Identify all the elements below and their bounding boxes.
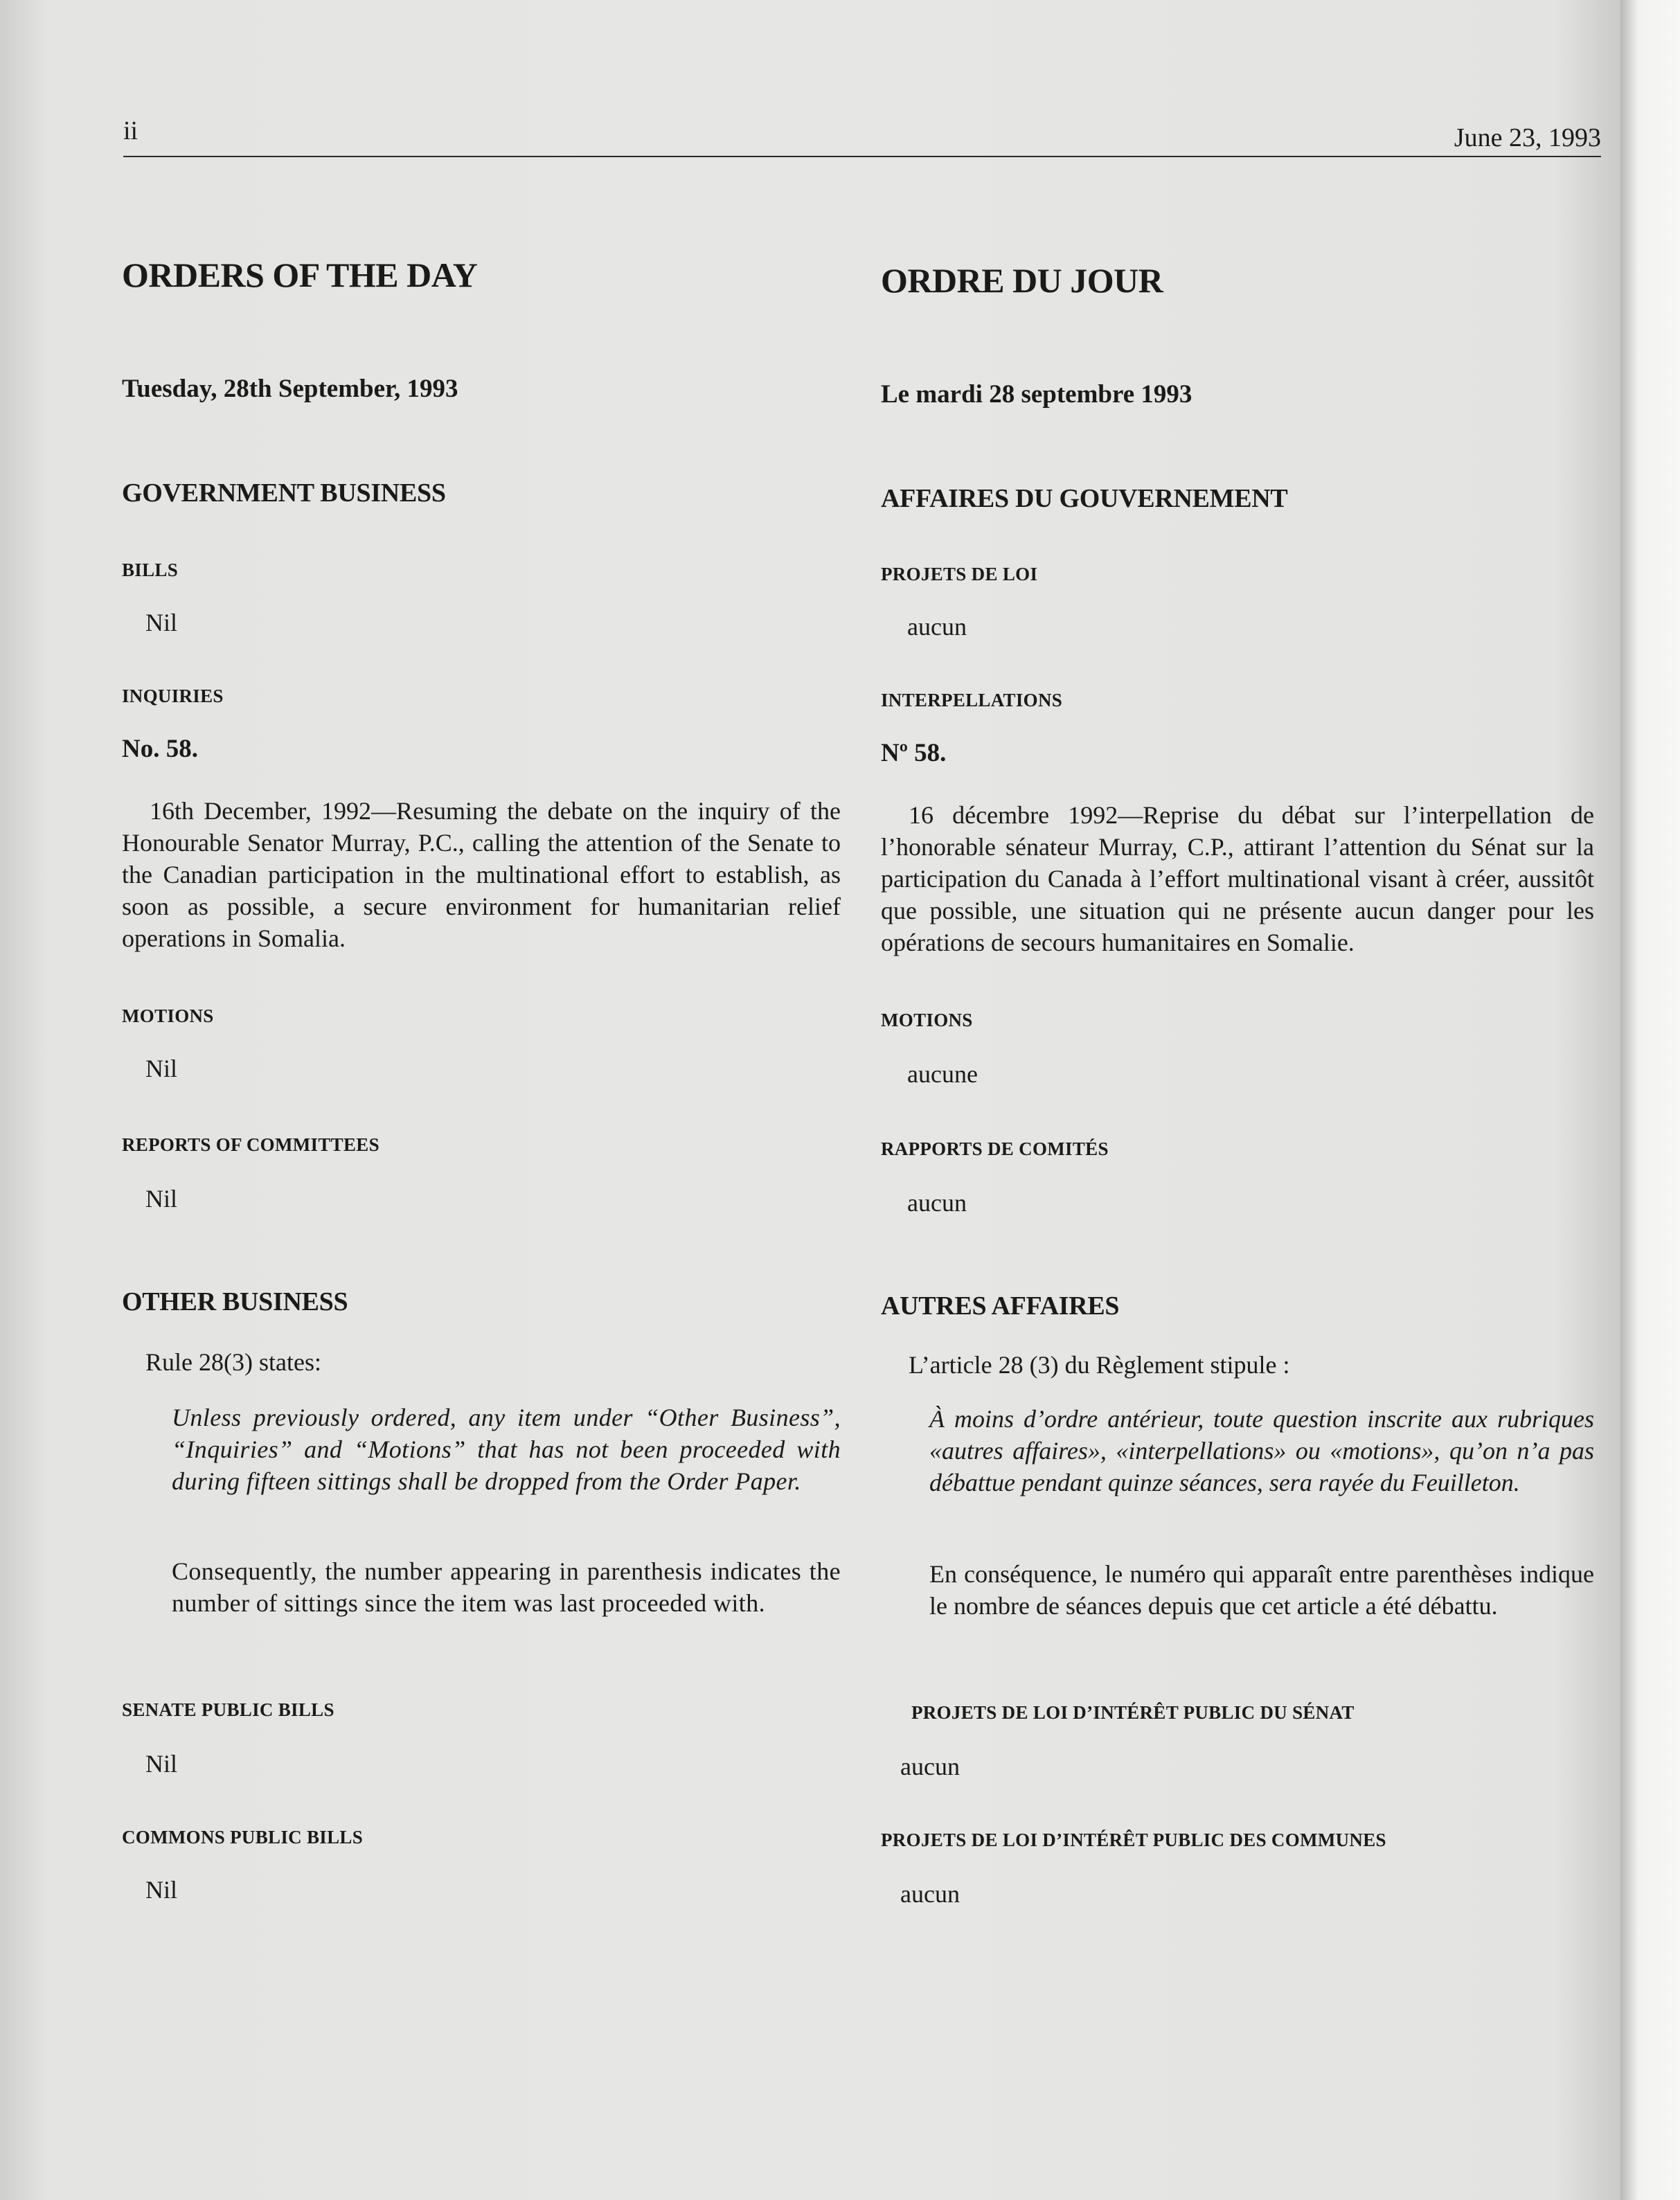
english-bills-heading: BILLS xyxy=(122,560,179,580)
french-inquiry-number: Nº 58. xyxy=(881,739,947,767)
french-gov-business-heading: AFFAIRES DU GOUVERNEMENT xyxy=(881,484,1288,513)
english-motions-heading: MOTIONS xyxy=(122,1005,214,1026)
french-other-business-heading: AUTRES AFFAIRES xyxy=(881,1291,1120,1321)
english-motions-value: Nil xyxy=(145,1055,178,1082)
page-edge xyxy=(1620,0,1680,2200)
french-inquiries-heading: INTERPELLATIONS xyxy=(881,690,1063,710)
french-motions-heading: MOTIONS xyxy=(881,1010,973,1030)
english-date: Tuesday, 28th September, 1993 xyxy=(122,375,458,403)
french-senate-bills-value: aucun xyxy=(900,1753,960,1780)
french-inquiry-text: 16 décembre 1992—Reprise du débat sur l’interpellation de l’honorable sénateur Murray, C.P., attirant l’attention du Sénat sur la participation du Canada à l’effort multinational visant à créer, aussitôt que possible, une situation qui ne présente aucun danger pour les opérations de secours humanitaires en Somalie. xyxy=(881,801,1594,956)
english-commons-bills-value: Nil xyxy=(145,1876,178,1904)
english-senate-bills-heading: SENATE PUBLIC BILLS xyxy=(122,1699,334,1720)
french-commons-bills-value: aucun xyxy=(900,1880,960,1908)
french-commons-bills-heading: PROJETS DE LOI D’INTÉRÊT PUBLIC DES COMMUNES xyxy=(881,1830,1386,1850)
english-rule-intro: Rule 28(3) states: xyxy=(145,1348,321,1376)
english-inquiry-text: 16th December, 1992—Resuming the debate on the inquiry of the Honourable Senator Murray, P.C., calling the attention of the Senate to the Canadian participation in the multinational effort to establish, as soon as possible, a secure environment for humanitarian relief operations in Somalia. xyxy=(122,797,841,952)
english-commons-bills-heading: COMMONS PUBLIC BILLS xyxy=(122,1827,364,1848)
english-inquiry-number: No. 58. xyxy=(122,735,198,763)
french-column xyxy=(881,0,1601,2200)
english-consequently-text: Consequently, the number appearing in parenthesis indicates the number of sittings since the item was last proceeded with. xyxy=(172,1557,841,1617)
english-inquiries-heading: INQUIRIES xyxy=(122,686,224,706)
french-date: Le mardi 28 septembre 1993 xyxy=(881,380,1192,409)
english-bills-value: Nil xyxy=(145,609,178,636)
french-rule-intro: L’article 28 (3) du Règlement stipule : xyxy=(909,1351,1290,1379)
french-bills-heading: PROJETS DE LOI xyxy=(881,564,1038,584)
english-senate-bills-value: Nil xyxy=(145,1750,178,1778)
french-reports-value: aucun xyxy=(907,1189,967,1217)
english-rule-quote: Unless previously ordered, any item under “Other Business”, “Inquiries” and “Motions” that has not been proceeded with during fifteen sittings shall be dropped from the Order Paper. xyxy=(172,1404,841,1495)
french-title: ORDRE DU JOUR xyxy=(881,261,1163,300)
english-column xyxy=(122,0,842,2200)
french-bills-value: aucun xyxy=(907,613,967,641)
english-title: ORDERS OF THE DAY xyxy=(122,256,478,294)
page-number: ii xyxy=(123,116,138,145)
french-rule-quote: À moins d’ordre antérieur, toute question inscrite aux rubriques «autres affaires», «interpellations» ou «motions», qu’on n’a pas débattue pendant quinze séances, sera rayée du Feuilleton. xyxy=(929,1405,1594,1496)
english-other-business-heading: OTHER BUSINESS xyxy=(122,1287,348,1316)
english-reports-value: Nil xyxy=(145,1185,178,1213)
french-consequently-text: En conséquence, le numéro qui apparaît entre parenthèses indique le nombre de séances depuis que cet article a été débattu. xyxy=(929,1560,1594,1620)
english-reports-heading: REPORTS OF COMMITTEES xyxy=(122,1134,379,1155)
french-reports-heading: RAPPORTS DE COMITÉS xyxy=(881,1138,1109,1159)
header-date: June 23, 1993 xyxy=(1454,123,1601,152)
french-motions-value: aucune xyxy=(907,1060,978,1088)
french-senate-bills-heading: PROJETS DE LOI D’INTÉRÊT PUBLIC DU SÉNAT xyxy=(911,1702,1355,1723)
english-gov-business-heading: GOVERNMENT BUSINESS xyxy=(122,479,446,508)
